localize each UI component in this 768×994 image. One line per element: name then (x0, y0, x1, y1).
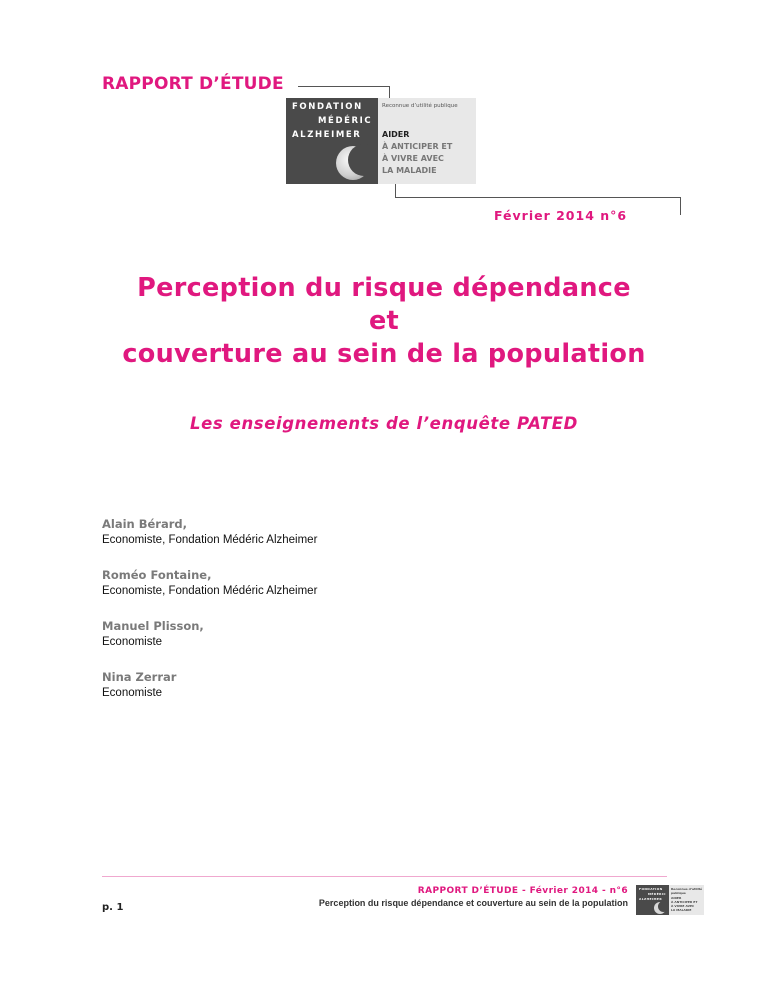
title-line-2: et (368, 306, 400, 336)
logo-tagline-4: LA MALADIE (382, 166, 437, 175)
header-rule-top-drop (389, 86, 390, 98)
footer-text (240, 885, 628, 910)
author-name: Nina Zerrar (102, 670, 177, 684)
header-rule-bottom (395, 197, 681, 198)
author-role: Economiste (102, 687, 163, 699)
author-role: Economiste, Fondation Médéric Alzheimer (102, 534, 318, 546)
author-name: Roméo Fontaine, (102, 568, 212, 582)
header-rule-bottom-drop (395, 184, 396, 197)
document-subtitle: Les enseignements de l’enquête PATED (190, 414, 578, 433)
logo-subtitle: Reconnue d’utilité publique (382, 103, 458, 109)
report-type-label: RAPPORT D’ÉTUDE (102, 74, 284, 94)
footer-logo-moon-shadow (658, 901, 669, 912)
footer-logo-line-1: FONDATION (639, 887, 663, 891)
footer-logo-dark-panel (636, 885, 669, 915)
logo-tagline-3: À VIVRE AVEC (382, 154, 444, 163)
footer-logo-line-2: MÉDÉRIC (648, 892, 667, 896)
logo-tagline-1: AIDER (382, 130, 410, 139)
footer-logo-line-3: ALZHEIMER (639, 897, 663, 901)
footer-logo (636, 885, 704, 915)
author-block (102, 567, 317, 599)
author-name: Alain Bérard, (102, 517, 188, 531)
page-number: p. 1 (102, 902, 124, 913)
footer-logo-tagline-3: À VIVRE AVEC (671, 904, 695, 908)
logo-line-3: ALZHEIMER (292, 130, 362, 140)
footer-logo-subtitle: Reconnue d’utilité publique (671, 887, 703, 895)
title-line-3: couverture au sein de la population (122, 339, 646, 369)
author-block (102, 516, 317, 548)
author-block (102, 669, 176, 701)
issue-date: Février 2014 n°6 (494, 208, 628, 223)
footer-logo-tagline-4: LA MALADIE (671, 908, 692, 912)
title-line-1: Perception du risque dépendance (137, 273, 631, 303)
author-role: Economiste (102, 636, 163, 648)
header-rule-end (680, 197, 681, 215)
logo-dark-panel (286, 98, 378, 184)
footer-logo-tagline-2: À ANTICIPER ET (671, 900, 698, 904)
footer-report-info: RAPPORT D’ÉTUDE - Février 2014 - n°6 (417, 886, 628, 896)
author-block (102, 618, 204, 650)
logo-line-1: FONDATION (292, 102, 363, 112)
document-title (0, 272, 768, 371)
author-role: Economiste, Fondation Médéric Alzheimer (102, 585, 318, 597)
logo-light-panel (378, 98, 476, 184)
header-rule-top (298, 86, 390, 87)
footer-divider (102, 876, 667, 877)
footer-logo-tagline-1: AIDER (671, 896, 682, 900)
footer-logo-light-panel (669, 885, 704, 915)
logo-line-2: MÉDÉRIC (318, 116, 373, 126)
author-name: Manuel Plisson, (102, 619, 204, 633)
footer-title: Perception du risque dépendance et couverture au sein de la population (318, 898, 628, 908)
foundation-logo (286, 98, 476, 184)
logo-tagline-2: À ANTICIPER ET (382, 142, 453, 151)
logo-moon-shadow (348, 144, 378, 176)
